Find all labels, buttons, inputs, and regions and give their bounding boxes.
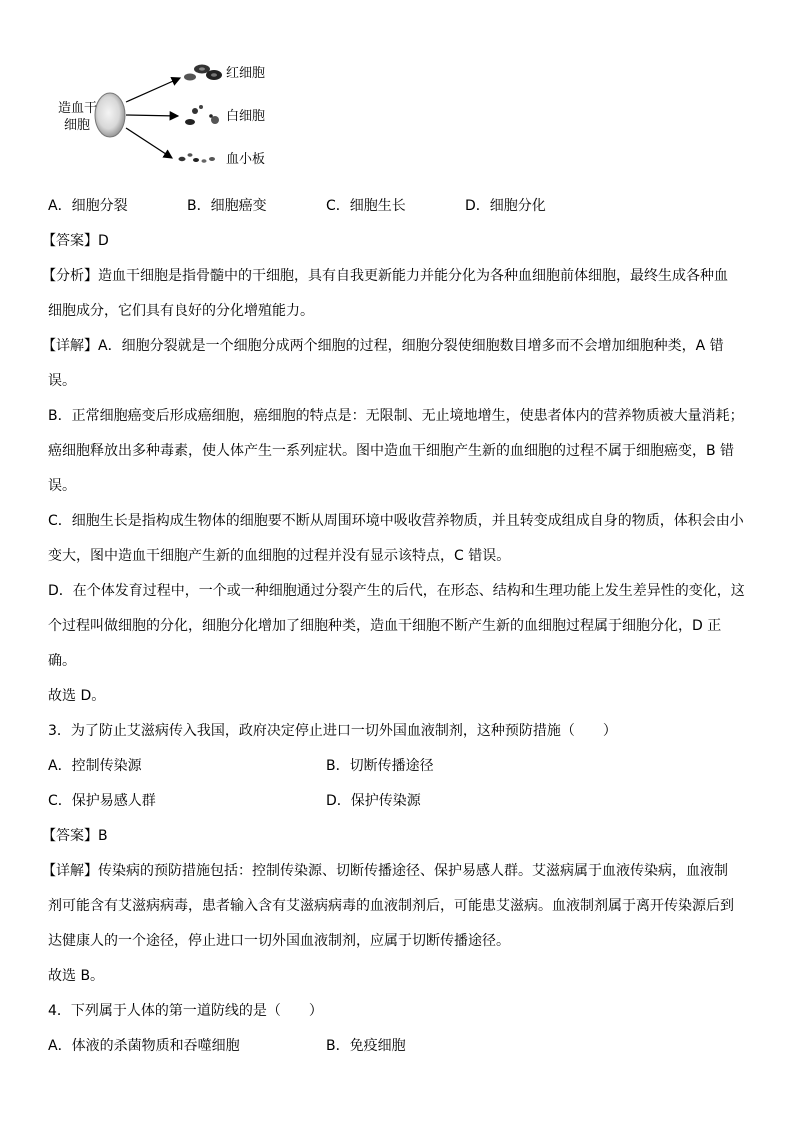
- q3-option-b: B．切断传播途径: [326, 758, 434, 774]
- q2-option-a: A．细胞分裂: [48, 198, 128, 214]
- q2-option-d: D．细胞分化: [465, 198, 546, 214]
- q2-detail-a-line1: 【详解】A．细胞分裂就是一个细胞分成两个细胞的过程，细胞分裂使细胞数目增多而不会增加细胞种类，A 错: [42, 338, 724, 354]
- red-blood-cells: [184, 65, 222, 81]
- q3-answer: 【答案】B: [42, 828, 108, 844]
- arrow-to-platelet: [126, 128, 172, 158]
- red-cell-label: 红细胞: [226, 66, 266, 81]
- q3-option-a: A．控制传染源: [48, 758, 142, 774]
- stem-cell-label-line2: 细胞: [64, 118, 91, 133]
- q2-detail-d-line1: D．在个体发育过程中，一个或一种细胞通过分裂产生的后代，在形态、结构和生理功能上发生差异性的变化，这: [48, 583, 745, 599]
- white-blood-cells: [185, 105, 219, 125]
- q3-option-d: D．保护传染源: [326, 793, 421, 809]
- stem-cell-shape: [95, 93, 125, 137]
- q4-option-b: B．免疫细胞: [326, 1038, 406, 1054]
- q2-option-b: B．细胞癌变: [187, 198, 267, 214]
- q2-option-c: C．细胞生长: [326, 198, 406, 214]
- q2-answer: 【答案】D: [42, 233, 109, 249]
- q2-analysis-line1: 【分析】造血干细胞是指骨髓中的干细胞，具有自我更新能力并能分化为各种血细胞前体细胞，最终生成各种血: [42, 268, 728, 284]
- q2-detail-c-line1: C．细胞生长是指构成生物体的细胞要不断从周围环境中吸收营养物质，并且转变成组成自身的物质，体积会由小: [48, 513, 744, 529]
- q4-stem: 4．下列属于人体的第一道防线的是（ ）: [48, 1003, 323, 1019]
- q2-detail-b-line1: B．正常细胞癌变后形成癌细胞，癌细胞的特点是：无限制、无止境地增生，使患者体内的营养物质被大量消耗；: [48, 408, 744, 424]
- platelet-label: 血小板: [226, 152, 266, 167]
- white-cell-label: 白细胞: [226, 109, 266, 124]
- q3-detail-line3: 达健康人的一个途径，停止进口一切外国血液制剂，应属于切断传播途径。: [48, 933, 510, 949]
- q2-detail-b-line2: 癌细胞释放出多种毒素，使人体产生一系列症状。图中造血干细胞产生新的血细胞的过程不属于细胞癌变，B 错: [48, 443, 735, 459]
- q2-detail-d-line3: 确。: [48, 653, 76, 669]
- stem-cell-figure: [40, 50, 300, 180]
- q4-option-a: A．体液的杀菌物质和吞噬细胞: [48, 1038, 240, 1054]
- q2-choice: 故选 D。: [48, 688, 106, 704]
- q3-detail-line2: 剂可能含有艾滋病病毒，患者输入含有艾滋病病毒的血液制剂后，可能患艾滋病。血液制剂属于离开传染源后到: [48, 898, 734, 914]
- q2-detail-d-line2: 个过程叫做细胞的分化，细胞分化增加了细胞种类，造血干细胞不断产生新的血细胞过程属于细胞分化，D 正: [48, 618, 722, 634]
- platelets: [179, 153, 216, 163]
- arrow-to-white-cell: [126, 115, 178, 116]
- stem-cell-label-line1: 造血干: [58, 101, 98, 116]
- q3-option-c: C．保护易感人群: [48, 793, 156, 809]
- q2-detail-c-line2: 变大，图中造血干细胞产生新的血细胞的过程并没有显示该特点，C 错误。: [48, 548, 511, 564]
- q3-stem: 3．为了防止艾滋病传入我国，政府决定停止进口一切外国血液制剂，这种预防措施（ ）: [48, 723, 617, 739]
- arrow-to-red-cell: [126, 78, 180, 102]
- q2-detail-a-line2: 误。: [48, 373, 76, 389]
- q2-detail-b-line3: 误。: [48, 478, 76, 494]
- q3-choice: 故选 B。: [48, 968, 105, 984]
- q2-analysis-line2: 细胞成分，它们具有良好的分化增殖能力。: [48, 303, 314, 319]
- q3-detail-line1: 【详解】传染病的预防措施包括：控制传染源、切断传播途径、保护易感人群。艾滋病属于血液传染病，血液制: [42, 863, 728, 879]
